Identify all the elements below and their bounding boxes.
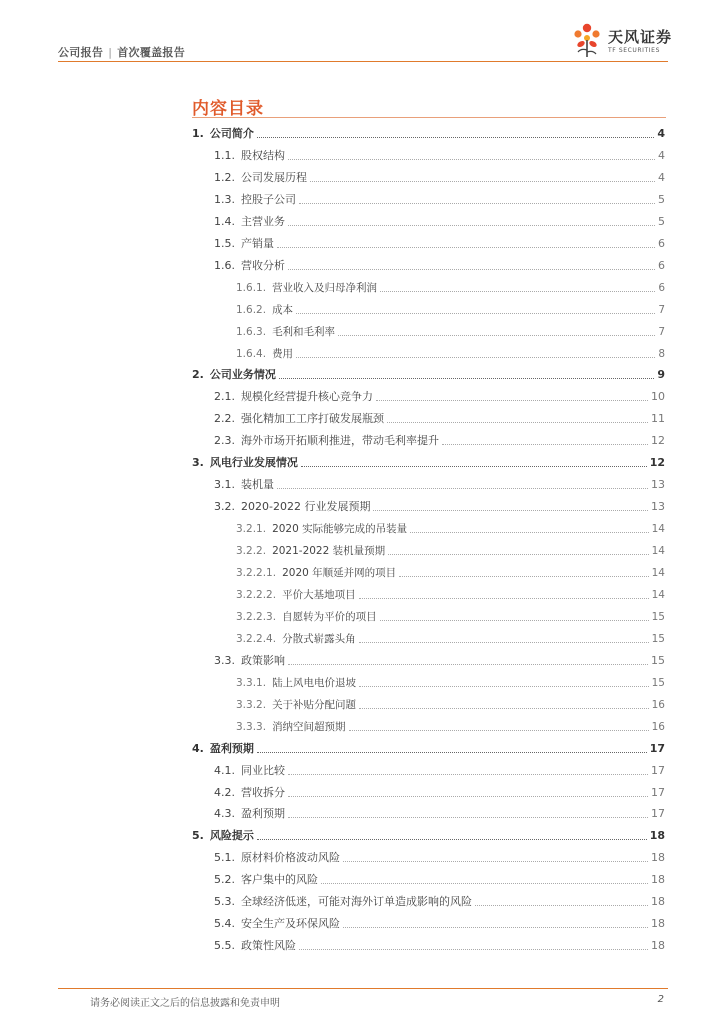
toc-entry[interactable]	[236, 584, 665, 602]
toc-leader-dots	[288, 225, 655, 226]
toc-leader-dots	[475, 905, 648, 906]
toc-entry-page: 8	[658, 347, 665, 360]
toc-entry[interactable]	[214, 189, 665, 207]
toc-leader-dots	[277, 247, 655, 248]
toc-entry-label: 强化精加工工序打破发展瓶颈	[241, 412, 384, 426]
toc-entry-label: 消纳空间超预期	[272, 720, 346, 733]
toc-entry[interactable]	[192, 738, 665, 756]
toc-entry-label: 股权结构	[241, 148, 285, 162]
toc-entry-label: 公司发展历程	[241, 170, 307, 184]
toc-entry-label: 客户集中的风险	[241, 873, 318, 887]
toc-entry-label: 自愿转为平价的项目	[282, 610, 377, 623]
page-number: 2	[657, 994, 664, 1005]
toc-leader-dots	[380, 620, 649, 621]
toc-entry-page: 10	[651, 390, 665, 404]
toc-entry-number: 2.2.	[214, 412, 235, 426]
toc-entry-number: 1.4.	[214, 214, 235, 228]
toc-leader-dots	[299, 203, 655, 204]
toc-entry-label: 同业比较	[241, 763, 285, 777]
toc-entry-page: 4	[657, 127, 665, 140]
toc-entry-label: 公司简介	[209, 127, 254, 140]
toc-leader-dots	[288, 796, 648, 797]
toc-entry-page: 9	[657, 368, 665, 382]
toc-entry-label: 2020-2022 行业发展预期	[241, 500, 371, 514]
toc-entry-page: 4	[658, 170, 665, 184]
toc-entry-label: 营收分析	[241, 258, 285, 272]
toc-entry-page: 18	[649, 829, 665, 843]
toc-leader-dots	[288, 269, 655, 270]
toc-entry[interactable]	[192, 825, 665, 843]
toc-leader-dots	[388, 554, 648, 555]
toc-entry-page: 18	[651, 895, 665, 909]
toc-entry[interactable]	[192, 364, 665, 382]
toc-entry-number: 3.3.3.	[236, 720, 267, 733]
logo-english-name: TF SECURITIES	[608, 47, 660, 54]
toc-entry-page: 12	[649, 456, 665, 470]
toc-leader-dots	[380, 291, 655, 292]
toc-entry-page: 5	[658, 192, 665, 206]
toc-entry-number: 1.6.4.	[236, 347, 267, 360]
toc-entry[interactable]	[214, 760, 665, 778]
toc-entry[interactable]	[214, 167, 665, 185]
toc-leader-dots	[343, 861, 648, 862]
toc-entry-page: 18	[651, 939, 665, 953]
header-divider	[58, 61, 668, 62]
toc-entry-page: 15	[651, 610, 665, 623]
toc-leader-dots	[296, 313, 655, 314]
toc-entry-number: 4.2.	[214, 785, 235, 799]
toc-entry-label: 风险提示	[209, 829, 254, 843]
toc-leader-dots	[410, 532, 649, 533]
toc-entry-page: 7	[658, 303, 665, 316]
toc-entry-number: 2.1.	[214, 390, 235, 404]
toc-entry-label: 规模化经营提升核心竞争力	[241, 390, 373, 404]
toc-entry-page: 17	[651, 785, 665, 799]
toc-entry-number: 1.6.3.	[236, 325, 267, 338]
toc-title-divider	[192, 117, 666, 118]
toc-entry-label: 2020 年顺延并网的项目	[282, 567, 397, 579]
toc-entry-label: 全球经济低迷，可能对海外订单造成影响的风险	[241, 895, 472, 909]
page-header	[0, 0, 724, 66]
toc-leader-dots	[359, 598, 649, 599]
toc-leader-dots	[359, 686, 649, 687]
toc-entry[interactable]	[236, 299, 665, 317]
toc-entry-number: 1.	[192, 127, 204, 140]
toc-entry-number: 1.6.1.	[236, 281, 267, 294]
toc-entry[interactable]	[214, 496, 665, 514]
toc-entry-number: 3.2.2.	[236, 545, 267, 558]
toc-entry-page: 18	[651, 873, 665, 887]
toc-entry[interactable]	[214, 935, 665, 953]
toc-leader-dots	[288, 817, 648, 818]
toc-entry-label: 原材料价格波动风险	[241, 851, 340, 865]
toc-entry-label: 产销量	[241, 236, 274, 250]
toc-entry-label: 分散式崭露头角	[282, 632, 356, 645]
toc-entry-label: 风电行业发展情况	[209, 456, 298, 470]
toc-entry[interactable]	[214, 891, 665, 909]
toc-entry[interactable]	[214, 430, 665, 448]
toc-leader-dots	[387, 422, 648, 423]
toc-entry[interactable]	[236, 277, 665, 295]
toc-entry[interactable]	[214, 386, 665, 404]
toc-entry-number: 5.3.	[214, 895, 235, 909]
toc-leader-dots	[277, 488, 648, 489]
toc-entry-number: 3.2.	[214, 500, 235, 514]
toc-entry-page: 11	[651, 412, 665, 426]
toc-entry[interactable]	[214, 869, 665, 887]
toc-leader-dots	[359, 708, 649, 709]
toc-entry-label: 2021-2022 装机量预期	[272, 545, 386, 558]
toc-entry-number: 1.6.2.	[236, 303, 267, 316]
toc-entry[interactable]	[236, 628, 665, 646]
toc-entry-page: 18	[651, 917, 665, 931]
toc-entry[interactable]	[236, 606, 665, 624]
toc-entry[interactable]	[214, 233, 665, 251]
toc-leader-dots	[310, 181, 655, 182]
toc-entry[interactable]	[214, 803, 665, 821]
toc-leader-dots	[301, 466, 647, 467]
toc-entry-page: 15	[651, 676, 665, 689]
toc-entry-label: 控股子公司	[241, 192, 296, 206]
toc-entry-label: 平价大基地项目	[282, 588, 356, 601]
toc-entry-number: 1.3.	[214, 192, 235, 206]
toc-entry[interactable]	[192, 452, 665, 470]
toc-leader-dots	[299, 949, 648, 950]
toc-leader-dots	[399, 576, 648, 577]
toc-leader-dots	[321, 883, 648, 884]
toc-leader-dots	[288, 159, 655, 160]
toc-entry-page: 15	[651, 653, 665, 667]
toc-entry-number: 3.2.2.4.	[236, 632, 277, 645]
toc-entry-label: 营业收入及归母净利润	[272, 281, 378, 294]
toc-entry-page: 13	[651, 478, 665, 492]
toc-entry-number: 3.2.1.	[236, 523, 267, 536]
toc-entry-number: 3.1.	[214, 478, 235, 492]
toc-entry[interactable]	[214, 408, 665, 426]
toc-entry[interactable]	[214, 145, 665, 163]
toc-entry-label: 安全生产及环保风险	[241, 917, 340, 931]
toc-entry-label: 盈利预期	[209, 741, 254, 755]
toc-entry-number: 3.	[192, 456, 204, 470]
toc-entry[interactable]	[236, 343, 665, 361]
toc-entry[interactable]	[214, 782, 665, 800]
toc-entry-page: 14	[651, 588, 665, 601]
breadcrumb-report-type: 公司报告	[58, 46, 104, 59]
toc-leader-dots	[257, 137, 655, 138]
breadcrumb-report-subtype: 首次覆盖报告	[117, 46, 186, 59]
toc-entry-label: 主营业务	[241, 214, 285, 228]
toc-leader-dots	[442, 444, 648, 445]
toc-entry-number: 1.6.	[214, 258, 235, 272]
company-logo	[570, 22, 680, 60]
toc-entry[interactable]	[236, 694, 665, 712]
toc-entry-number: 5.5.	[214, 939, 235, 953]
toc-entry-page: 5	[658, 214, 665, 228]
toc-entry-label: 装机量	[241, 478, 274, 492]
toc-leader-dots	[359, 642, 649, 643]
toc-entry-number: 5.2.	[214, 873, 235, 887]
toc-entry-label: 毛利和毛利率	[272, 325, 336, 338]
toc-entry-number: 2.	[192, 368, 204, 382]
toc-entry[interactable]	[236, 518, 665, 536]
toc-entry-number: 5.4.	[214, 917, 235, 931]
toc-entry[interactable]	[214, 211, 665, 229]
toc-entry-label: 成本	[272, 303, 294, 316]
toc-leader-dots	[338, 335, 655, 336]
toc-entry-page: 4	[658, 148, 665, 162]
toc-entry-number: 4.1.	[214, 763, 235, 777]
toc-entry[interactable]	[214, 847, 665, 865]
toc-entry-page: 6	[658, 258, 665, 272]
toc-entry[interactable]	[214, 913, 665, 931]
footer-disclaimer: 请务必阅读正文之后的信息披露和免责申明	[90, 998, 280, 1009]
toc-entry[interactable]	[236, 672, 665, 690]
toc-leader-dots	[288, 664, 648, 665]
toc-entry-number: 4.3.	[214, 807, 235, 821]
toc-entry-number: 3.3.2.	[236, 698, 267, 711]
toc-entry[interactable]	[236, 540, 665, 558]
toc-entry-number: 3.3.1.	[236, 676, 267, 689]
toc-entry-page: 6	[658, 281, 665, 294]
toc-entry[interactable]	[214, 474, 665, 492]
toc-leader-dots	[257, 752, 647, 753]
toc-leader-dots	[349, 730, 649, 731]
toc-leader-dots	[343, 927, 648, 928]
toc-leader-dots	[257, 839, 647, 840]
toc-leader-dots	[296, 357, 655, 358]
toc-entry-number: 5.1.	[214, 851, 235, 865]
footer-divider	[58, 988, 668, 989]
toc-entry-number: 3.2.2.3.	[236, 610, 277, 623]
flower-logo-icon	[570, 22, 604, 60]
toc-entry-number: 1.5.	[214, 236, 235, 250]
toc-title: 内容目录	[192, 99, 264, 119]
toc-entry[interactable]	[214, 255, 665, 273]
toc-entry-label: 关于补贴分配问题	[272, 698, 357, 711]
toc-entry-page: 18	[651, 851, 665, 865]
toc-entry-page: 17	[651, 763, 665, 777]
toc-entry-page: 12	[651, 434, 665, 448]
toc-entry-label: 费用	[272, 347, 294, 360]
toc-entry-page: 15	[651, 632, 665, 645]
toc-entry[interactable]	[214, 650, 665, 668]
toc-entry-number: 1.1.	[214, 148, 235, 162]
toc-entry-page: 16	[651, 698, 665, 711]
toc-entry-page: 7	[658, 325, 665, 338]
toc-entry-label: 2020 实际能够完成的吊装量	[272, 523, 408, 536]
toc-entry-page: 14	[651, 523, 665, 536]
toc-entry-number: 3.2.2.2.	[236, 588, 277, 601]
toc-entry-page: 17	[651, 807, 665, 821]
toc-entry-label: 海外市场开拓顺利推进，带动毛利率提升	[241, 434, 439, 448]
toc-entry-page: 14	[651, 545, 665, 558]
toc-entry-label: 陆上风电电价退坡	[272, 676, 357, 689]
toc-entry-label: 盈利预期	[241, 807, 285, 821]
toc-entry-label: 营收拆分	[241, 785, 285, 799]
toc-entry-page: 14	[651, 567, 665, 579]
breadcrumb-separator: |	[108, 46, 113, 59]
toc-entry-number: 3.3.	[214, 653, 235, 667]
toc-entry[interactable]	[236, 562, 665, 580]
logo-chinese-name: 天风证券	[608, 28, 673, 46]
toc-entry-page: 16	[651, 720, 665, 733]
toc-entry-page: 17	[649, 741, 665, 755]
toc-leader-dots	[288, 774, 648, 775]
toc-entry-number: 4.	[192, 741, 204, 755]
toc-leader-dots	[373, 510, 648, 511]
toc-entry-number: 3.2.2.1.	[236, 567, 277, 579]
toc-entry-page: 6	[658, 236, 665, 250]
toc-leader-dots	[279, 378, 655, 379]
toc-entry-number: 2.3.	[214, 434, 235, 448]
toc-entry-page: 13	[651, 500, 665, 514]
toc-entry-label: 政策影响	[241, 653, 285, 667]
toc-entry-number: 5.	[192, 829, 204, 843]
toc-entry[interactable]	[192, 123, 665, 141]
toc-entry-label: 公司业务情况	[209, 368, 276, 382]
toc-leader-dots	[376, 400, 648, 401]
toc-entry[interactable]	[236, 716, 665, 734]
toc-entry-label: 政策性风险	[241, 939, 296, 953]
toc-entry[interactable]	[236, 321, 665, 339]
breadcrumb	[58, 44, 185, 60]
toc-entry-number: 1.2.	[214, 170, 235, 184]
